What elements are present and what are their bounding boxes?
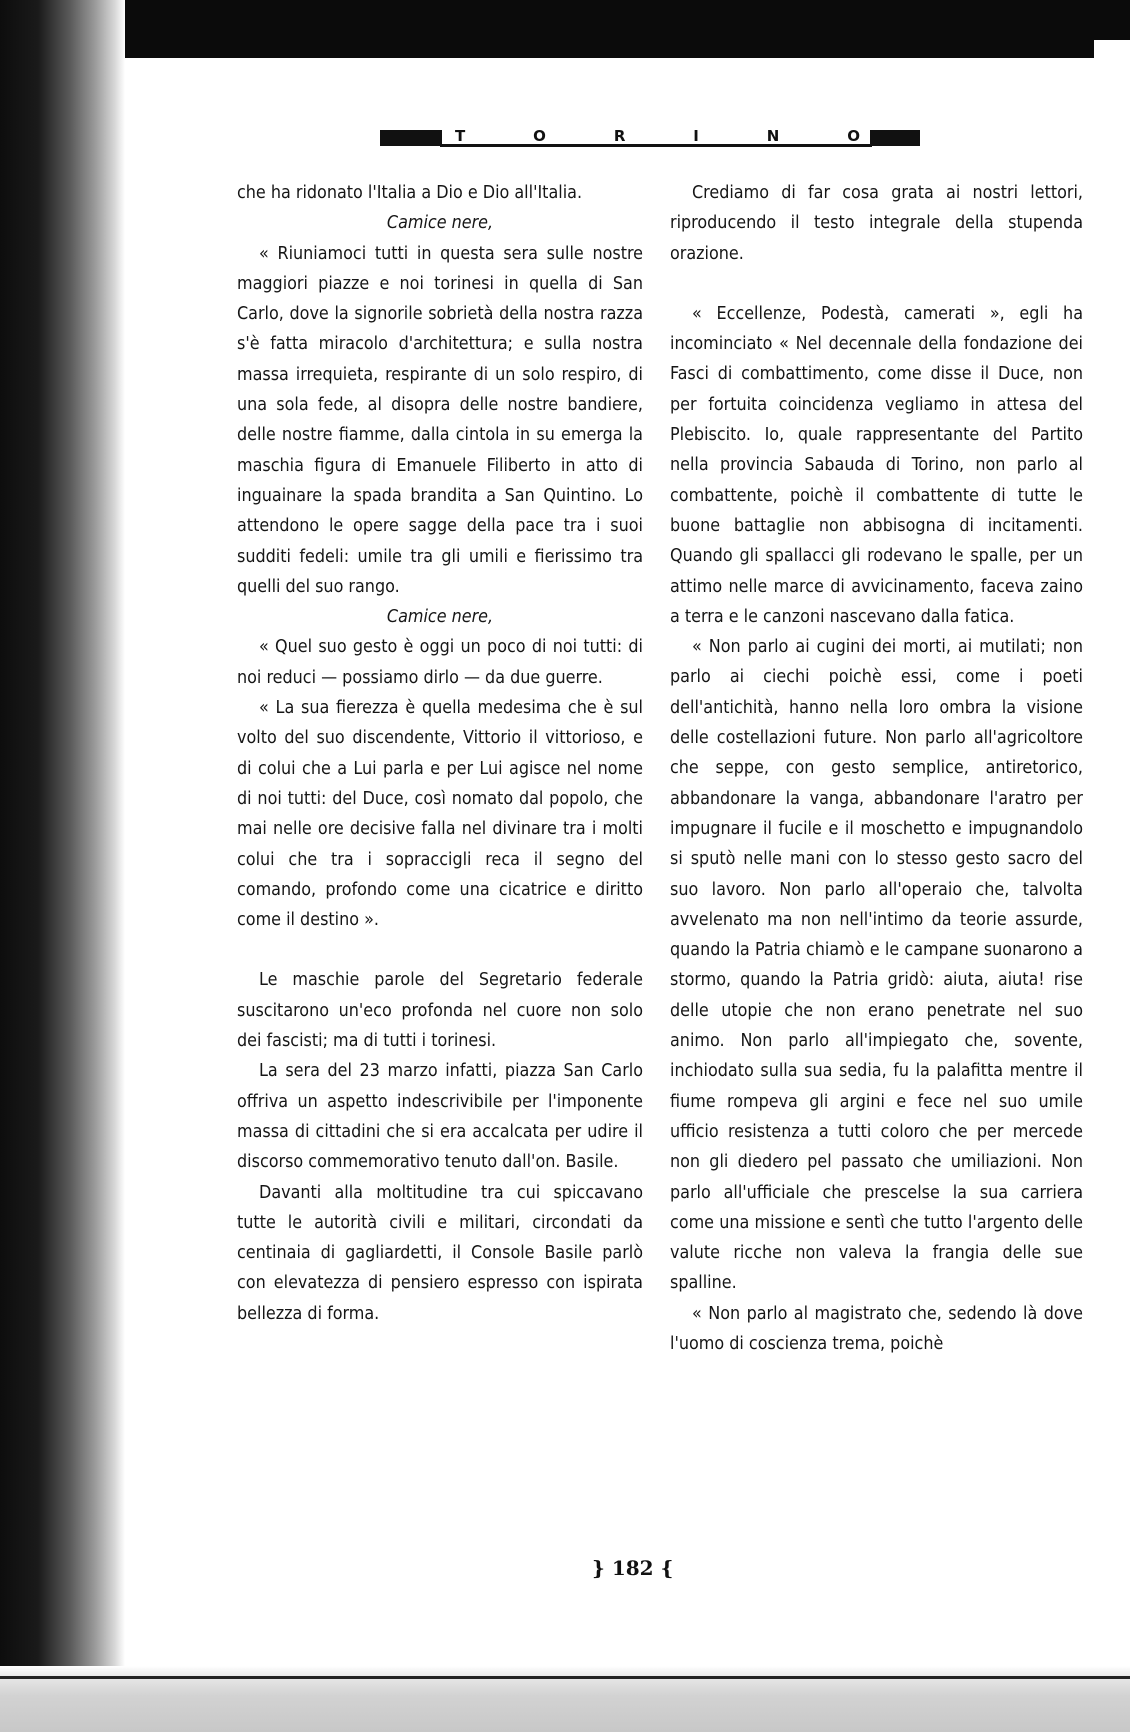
page-number: } 182 { bbox=[592, 1556, 674, 1580]
paragraph: Le maschie parole del Segretario federale suscitarono un'eco profonda nel cuore non solo dei fascisti; ma di tutti i torinesi. bbox=[237, 969, 643, 1052]
scan-border-left bbox=[0, 0, 125, 1732]
apostrophe-heading: Camice nere, bbox=[386, 606, 494, 628]
right-column bbox=[670, 178, 1083, 1359]
apostrophe-heading: Camice nere, bbox=[386, 212, 494, 234]
paragraph: « Non parlo al magistrato che, sedendo là dove l'uomo di coscienza trema, poichè bbox=[670, 1302, 1083, 1354]
paragraph: « Quel suo gesto è oggi un poco di noi tutti: di noi reduci — possiamo dirlo — da due guerre. bbox=[237, 636, 643, 688]
running-header bbox=[380, 128, 920, 150]
header-ornament-right bbox=[870, 130, 920, 146]
section-gap bbox=[670, 269, 1083, 299]
paragraph: « La sua fierezza è quella medesima che è sul volto del suo discendente, Vittorio il vittorioso, e di colui che a Lui parla e per Lui agisce nel nome di noi tutti: del Duce, così nomato dal popolo, che mai nelle ore decisive falla nel divinare tra i molti colui che tra i sopraccigli reca il segno del comando, profondo come una cicatrice e diritto come il destino ». bbox=[237, 697, 643, 931]
paragraph: Crediamo di far cosa grata ai nostri lettori, riproducendo il testo integrale della stupenda orazione. bbox=[670, 182, 1083, 264]
section-gap bbox=[237, 935, 643, 965]
left-column bbox=[237, 178, 643, 1329]
header-title: T O R I N O bbox=[455, 127, 860, 145]
header-ornament-left bbox=[380, 130, 442, 146]
scan-bottom-line bbox=[0, 1676, 1130, 1679]
paragraph: Davanti alla moltitudine tra cui spiccavano tutte le autorità civili e militari, circondati da centinaia di gagliardetti, il Console Basile parlò con elevatezza di pensiero espresso con ispirata bellezza di forma. bbox=[237, 1181, 643, 1324]
scan-border-notch bbox=[1094, 40, 1130, 60]
paragraph: « Non parlo ai cugini dei morti, ai mutilati; non parlo ai ciechi poichè essi, come i poeti dell'antichità, hanno nella loro ombra la visione delle costellazioni future. Non parlo all'agricoltore che seppe, con gesto semplice, antiretorico, abbandonare la vanga, abbandonare l'aratro per impugnare il fucile e il moschetto e impugnandolo si sputò nelle mani con lo stesso gesto sacro del suo lavoro. Non parlo all'operaio che, talvolta avvelenato ma non nell'intimo da teorie assurde, quando la Patria chiamò e le campane suonarono a stormo, quando la Patria gridò: aiuta, aiuta! rise delle utopie che non erano penetrate nel suo animo. Non parlo all'impiegato che, sovente, inchiodato sulla sua sedia, fu la palafitta mentre il fiume rompeva gli argini e fece nel suo umile ufficio resistenza a tutti coloro che per mercede non gli diedero pel passato che umiliazioni. Non parlo all'ufficiale che prescelse la sua carriera come una missione e sentì che tutto l'argento delle valute ricche non valeva la frangia delle sue spalline. bbox=[670, 636, 1083, 1294]
paragraph: « Eccellenze, Podestà, camerati », egli ha incominciato « Nel decennale della fondazione dei Fasci di combattimento, come disse il Duce, non per fortuita coincidenza vegliamo in attesa del Plebiscito. Io, quale rappresentante del Partito nella provincia Sabauda di Torino, non parlo al combattente, poichè il combattente di tutte le buone battaglie non abbisogna di incitamenti. Quando gli spallacci gli rodevano le spalle, per un attimo nelle marce di avvicinamento, faceva zaino a terra e le canzoni nascevano dalla fatica. bbox=[670, 302, 1083, 627]
paragraph: « Riuniamoci tutti in questa sera sulle nostre maggiori piazze e noi torinesi in quella di San Carlo, dove la signorile sobrietà della nostra razza s'è fatta miracolo d'architettura; e sulla nostra massa irrequieta, respirante di un solo respiro, di una sola fede, al disopra delle nostre bandiere, delle nostre fiamme, dalla cintola in su emerga la maschia figura di Emanuele Filiberto in atto di inguainare la spada brandita a San Quintino. Lo attendono le opere sagge della pace tra i suoi sudditi fedeli: umile tra gli umili e fierissimo tra quelli del suo rango. bbox=[237, 242, 643, 597]
paragraph: La sera del 23 marzo infatti, piazza San Carlo offriva un aspetto indescrivibile per l'imponente massa di cittadini che si era accalcata per udire il discorso commemorativo tenuto dall'on. Basile. bbox=[237, 1060, 643, 1173]
paragraph: che ha ridonato l'Italia a Dio e Dio all'Italia. bbox=[237, 182, 583, 203]
scan-border-top bbox=[0, 0, 1130, 58]
